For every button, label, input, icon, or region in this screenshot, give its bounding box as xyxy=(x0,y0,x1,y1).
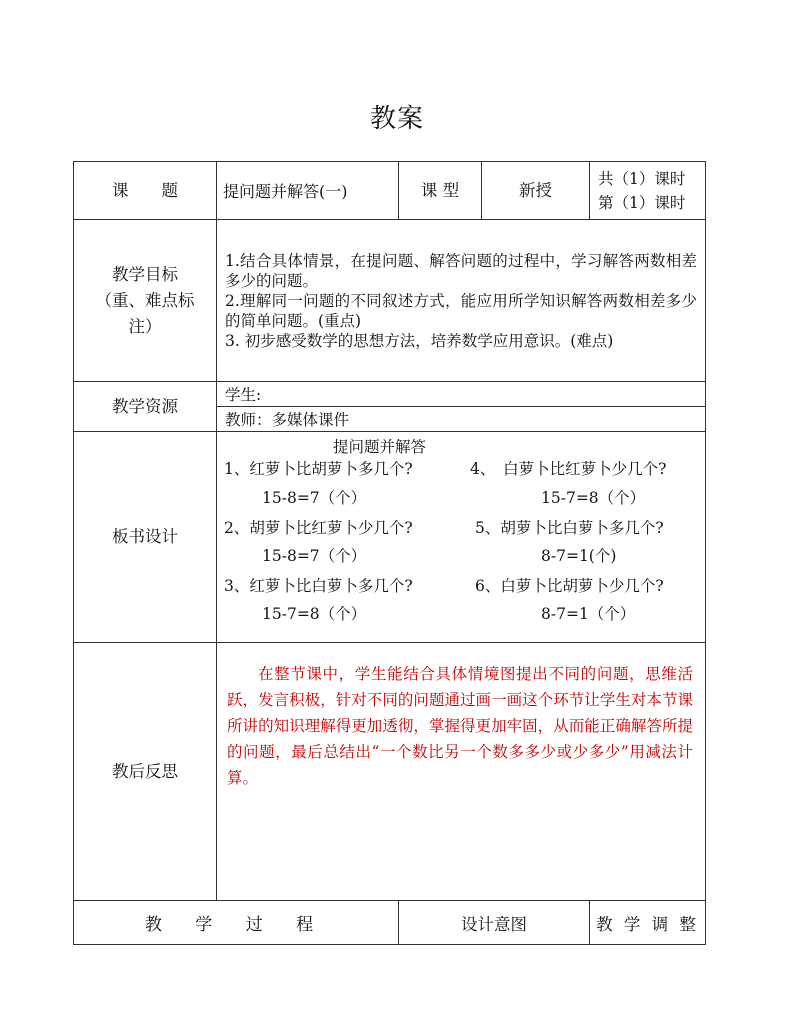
board-answer-3: 15-7=8（个） xyxy=(262,605,367,623)
hours-cell xyxy=(590,162,706,220)
board-question-3: 3、红萝卜比白萝卜多几个? xyxy=(224,577,413,595)
board-answer-1: 15-8=7（个） xyxy=(262,489,367,507)
goal-item: 1.结合具体情景，在提问题、解答问题的过程中，学习解答两数相差多少的问题。 xyxy=(225,251,697,290)
board-label: 板书设计 xyxy=(74,432,217,643)
page-title: 教案 xyxy=(369,104,424,134)
board-answer-4: 15-7=8（个） xyxy=(541,489,646,507)
goal-item: 2.理解同一问题的不同叙述方式，能应用所学知识解答两数相差多少的简单问题。(重点) xyxy=(225,291,697,330)
board-answer-6: 8-7=1（个） xyxy=(541,605,636,623)
teaching-process-header: 教 学 过 程 xyxy=(74,901,399,945)
topic-value: 提问题并解答(一) xyxy=(217,162,399,220)
board-question-1: 1、红萝卜比胡萝卜多几个? xyxy=(224,460,413,478)
total-hours: 共（1）课时 xyxy=(598,169,686,188)
resources-label: 教学资源 xyxy=(74,382,217,432)
resources-student: 学生: xyxy=(217,382,706,407)
board-answer-5: 8-7=1(个) xyxy=(541,547,617,565)
board-question-5: 5、胡萝卜比白萝卜多几个? xyxy=(475,519,664,537)
board-question-2: 2、胡萝卜比红萝卜少几个? xyxy=(224,519,413,537)
reflection-row xyxy=(74,643,706,901)
reflection-content xyxy=(217,643,706,901)
footer-row xyxy=(74,901,706,945)
resources-teacher: 教师：多媒体课件 xyxy=(217,407,706,432)
goals-row xyxy=(74,220,706,382)
type-label: 课 型 xyxy=(399,162,482,220)
reflection-text: 在整节课中，学生能结合具体情境图提出不同的问题，思维活跃，发言积极，针对不同的问题通过画一画这个环节让学生对本节课所讲的知识理解得更加透彻，掌握得更加牢固，从而能正确解答所提的问题，最后总结出“一个数比另一个数多多少或少多少”用减法计算。 xyxy=(227,665,693,787)
board-heading: 提问题并解答 xyxy=(333,438,427,456)
board-question-6: 6、白萝卜比胡萝卜少几个? xyxy=(475,577,664,595)
board-question-4: 4、 白萝卜比红萝卜少几个? xyxy=(470,460,667,478)
type-value: 新授 xyxy=(482,162,590,220)
resources-row-student xyxy=(74,382,706,407)
board-answer-2: 15-8=7（个） xyxy=(262,547,367,565)
lesson-plan-table xyxy=(73,161,706,945)
reflection-label: 教后反思 xyxy=(74,643,217,901)
goals-label: 教学目标 （重、难点标 注） xyxy=(74,220,217,382)
goal-item: 3. 初步感受数学的思想方法，培养数学应用意识。(难点) xyxy=(225,331,614,350)
design-intent-header: 设计意图 xyxy=(399,901,590,945)
board-content xyxy=(217,432,706,643)
current-hour: 第（1）课时 xyxy=(598,193,686,212)
topic-row xyxy=(74,162,706,220)
board-row xyxy=(74,432,706,643)
topic-label: 课 题 xyxy=(74,162,217,220)
teaching-adjust-header: 教 学 调 整 xyxy=(590,901,706,945)
goals-content xyxy=(217,220,706,382)
